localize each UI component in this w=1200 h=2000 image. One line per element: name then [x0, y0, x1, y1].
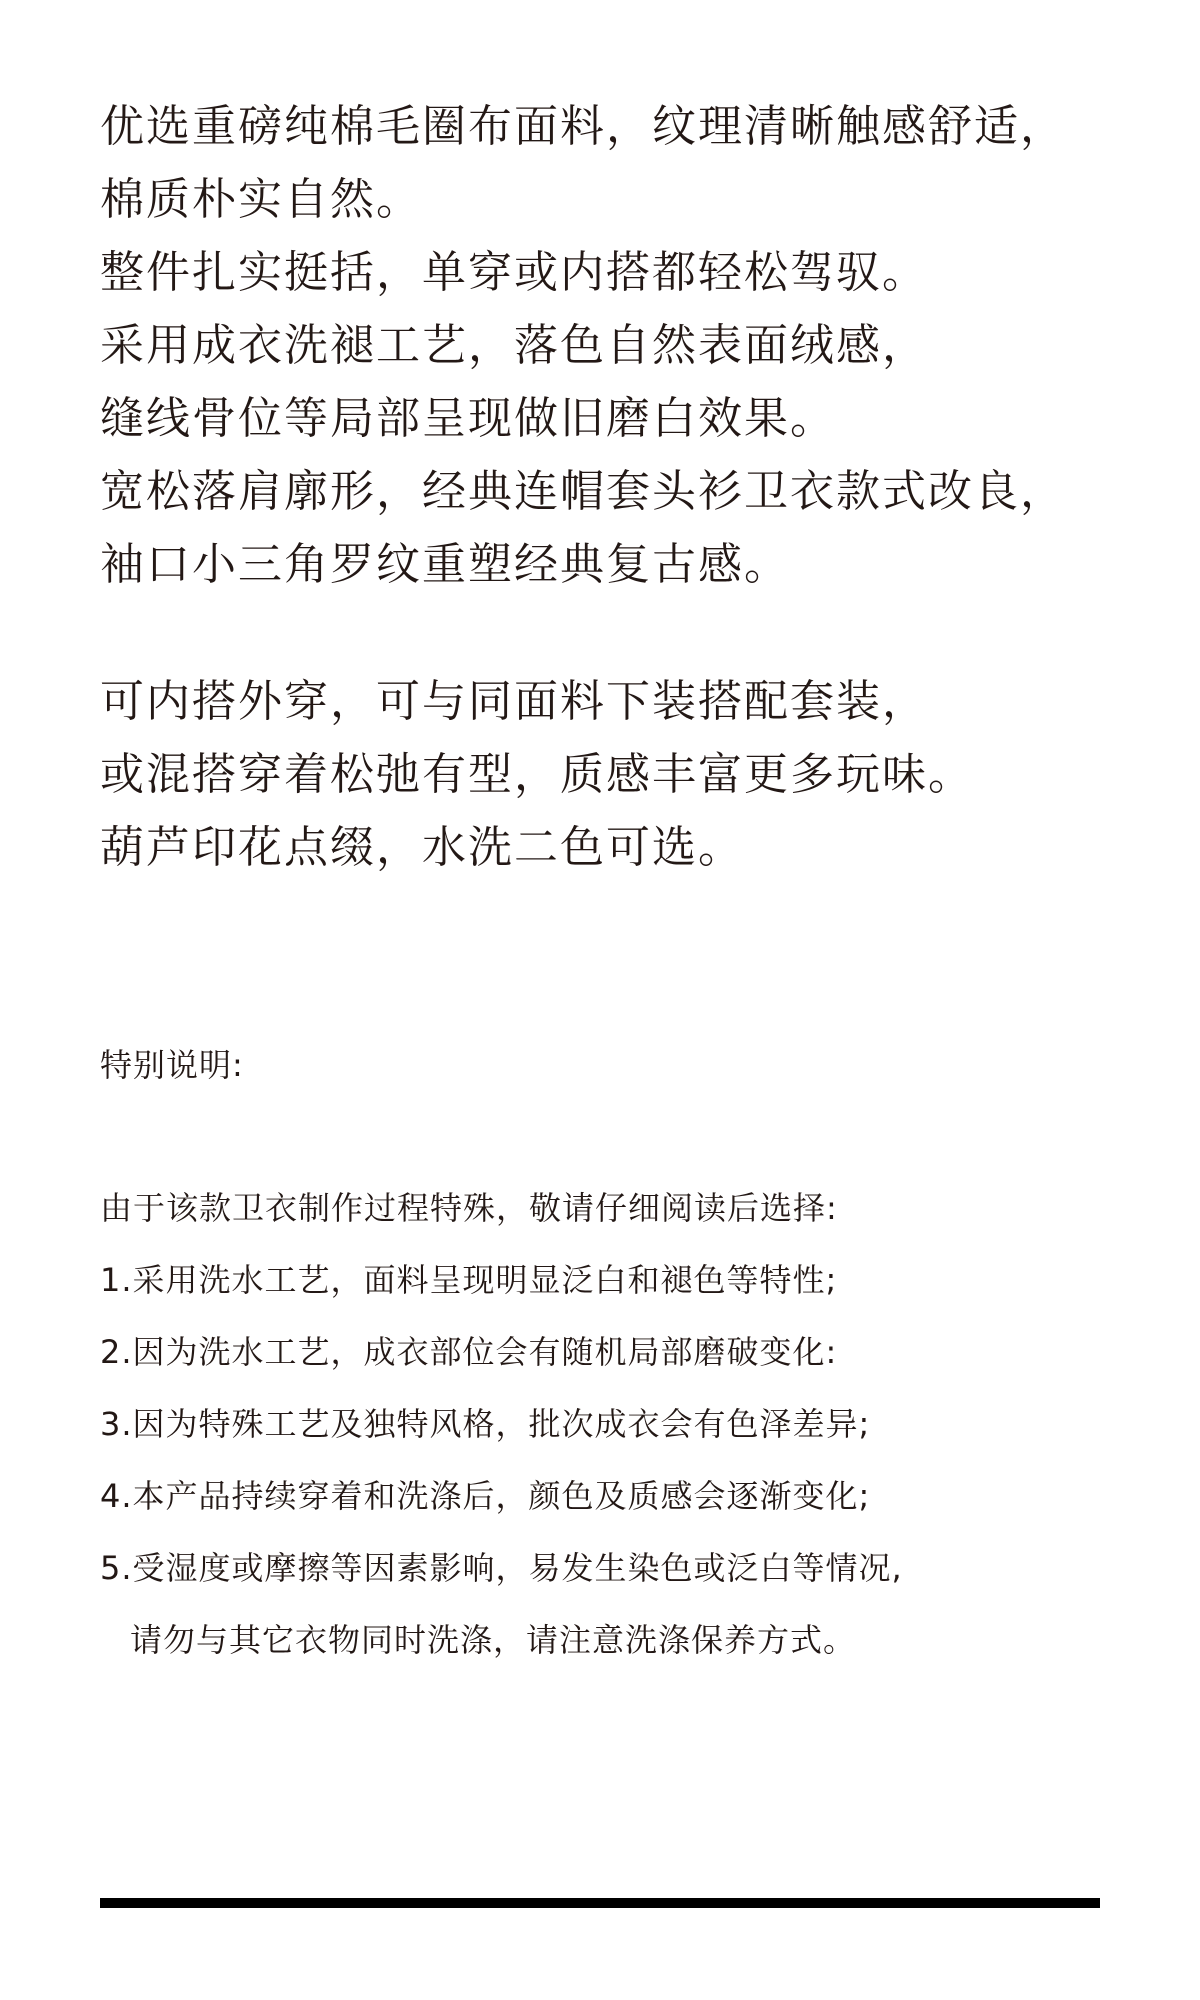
note-item: 5.受湿度或摩擦等因素影响，易发生染色或泛白等情况, [100, 1549, 903, 1587]
styling-paragraph [100, 665, 1160, 884]
bottom-divider [100, 1898, 1100, 1908]
note-item: 4.本产品持续穿着和洗涤后，颜色及质感会逐渐变化; [100, 1477, 871, 1515]
styling-line: 可内搭外穿，可与同面料下装搭配套装， [100, 676, 928, 727]
styling-line: 葫芦印花点缀，水洗二色可选。 [100, 822, 744, 873]
note-item: 1.采用洗水工艺，面料呈现明显泛白和褪色等特性; [100, 1261, 838, 1299]
note-item: 2.因为洗水工艺，成衣部位会有随机局部磨破变化: [100, 1333, 838, 1371]
intro-line: 宽松落肩廓形，经典连帽套头衫卫衣款式改良， [100, 466, 1066, 517]
intro-line: 整件扎实挺括，单穿或内搭都轻松驾驭。 [100, 247, 928, 298]
note-item: 3.因为特殊工艺及独特风格，批次成衣会有色泽差异; [100, 1405, 871, 1443]
intro-line: 优选重磅纯棉毛圈布面料，纹理清晰触感舒适， [100, 101, 1066, 152]
note-item-continuation: 请勿与其它衣物同时洗涤，请注意洗涤保养方式。 [130, 1621, 857, 1659]
intro-paragraph [100, 90, 1160, 601]
intro-line: 缝线骨位等局部呈现做旧磨白效果。 [100, 393, 836, 444]
styling-line: 或混搭穿着松弛有型，质感丰富更多玩味。 [100, 749, 974, 800]
notes-intro-line: 由于该款卫衣制作过程特殊，敬请仔细阅读后选择: [100, 1189, 838, 1227]
intro-line: 袖口小三角罗纹重塑经典复古感。 [100, 539, 790, 590]
intro-line: 采用成衣洗褪工艺，落色自然表面绒感， [100, 320, 928, 371]
special-notes-list [100, 1172, 1160, 1676]
intro-line: 棉质朴实自然。 [100, 174, 422, 225]
special-notes-heading: 特别说明: [100, 1046, 244, 1084]
